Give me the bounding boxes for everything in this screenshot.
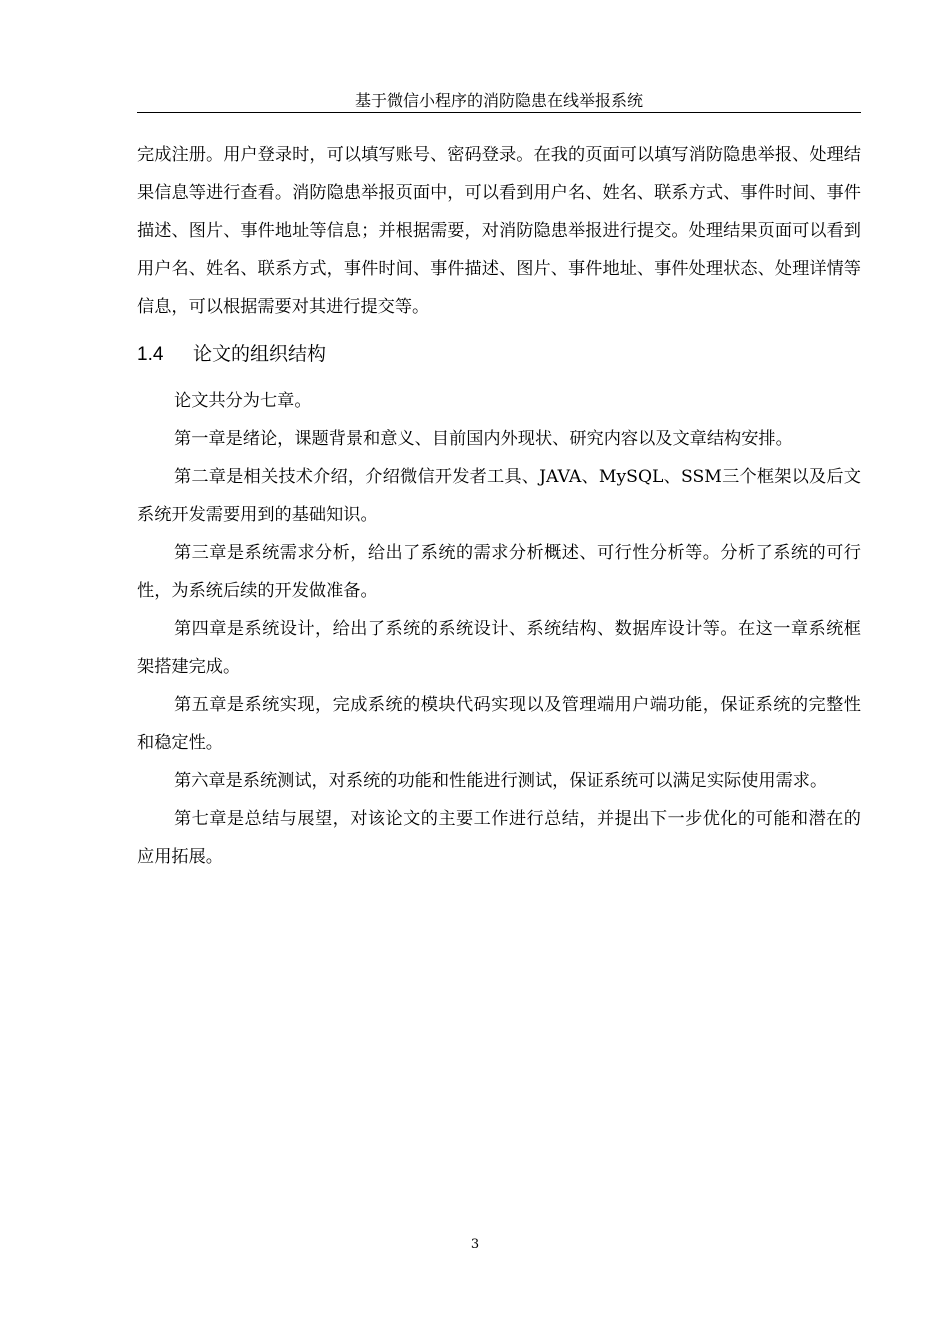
section-title: 论文的组织结构 bbox=[193, 343, 327, 365]
paragraph-overview: 论文共分为七章。 bbox=[174, 391, 312, 411]
header-title: 基于微信小程序的消防隐患在线举报系统 bbox=[354, 91, 643, 110]
paragraph-chapter-4: 第四章是系统设计，给出了系统的系统设计、系统结构、数据库设计等。在这一章系统框架搭建完成。 bbox=[137, 619, 861, 677]
paragraph-chapter-2: 第二章是相关技术介绍，介绍微信开发者工具、JAVA、MySQL、SSM三个框架以及后文系统开发需要用到的基础知识。 bbox=[137, 467, 861, 525]
paragraph-chapter-7: 第七章是总结与展望，对该论文的主要工作进行总结，并提出下一步优化的可能和潜在的应用拓展。 bbox=[137, 809, 861, 867]
paragraph-chapter-1: 第一章是绪论，课题背景和意义、目前国内外现状、研究内容以及文章结构安排。 bbox=[174, 429, 793, 449]
intro-paragraph: 完成注册。用户登录时，可以填写账号、密码登录。在我的页面可以填写消防隐患举报、处理结果信息等进行查看。消防隐患举报页面中，可以看到用户名、姓名、联系方式、事件时间、事件描述、图片、事件地址等信息；并根据需要，对消防隐患举报进行提交。处理结果页面可以看到用户名、姓名、联系方式，事件时间、事件描述、图片、事件地址、事件处理状态、处理详情等信息，可以根据需要对其进行提交等。 bbox=[137, 145, 861, 317]
section-heading bbox=[137, 335, 861, 373]
document-body bbox=[137, 136, 861, 876]
paragraph-chapter-3: 第三章是系统需求分析，给出了系统的需求分析概述、可行性分析等。分析了系统的可行性，为系统后续的开发做准备。 bbox=[137, 543, 861, 601]
paragraph-chapter-6: 第六章是系统测试，对系统的功能和性能进行测试，保证系统可以满足实际使用需求。 bbox=[174, 771, 828, 791]
section-number: 1.4 bbox=[137, 344, 164, 365]
paragraph-chapter-5: 第五章是系统实现，完成系统的模块代码实现以及管理端用户端功能，保证系统的完整性和稳定性。 bbox=[137, 695, 861, 753]
page-header bbox=[137, 90, 861, 113]
page-number: 3 bbox=[470, 1237, 480, 1252]
